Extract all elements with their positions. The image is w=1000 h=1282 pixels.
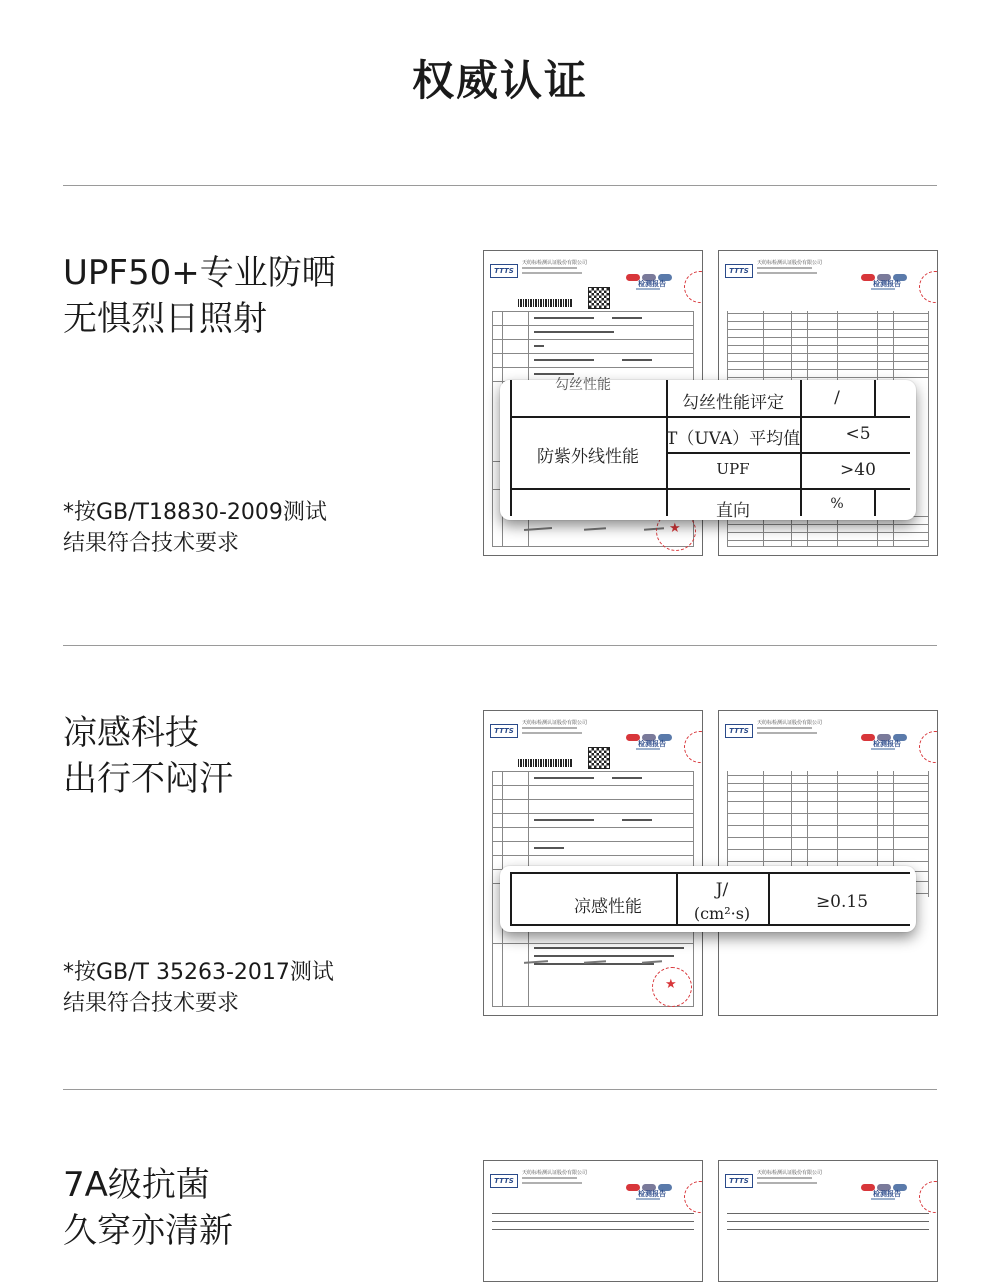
cell-label: 凉感性能 — [574, 897, 642, 917]
test-report-image — [483, 1160, 703, 1282]
report-title: 检测报告 — [638, 280, 666, 288]
ttts-logo: TTTS — [725, 724, 753, 738]
cell-item: UPF — [716, 460, 750, 478]
section-note-cooling — [63, 957, 334, 1019]
upf-callout-table — [500, 377, 916, 521]
red-seal-icon — [652, 967, 692, 1007]
note-line: 结果符合技术要求 — [63, 531, 240, 556]
heading-line: UPF50+专业防晒 — [63, 253, 336, 293]
page-title: 权威认证 — [411, 56, 588, 105]
cell-item: 直向 — [716, 501, 750, 521]
cell-value: ≥0.15 — [815, 892, 869, 912]
ttts-logo: TTTS — [490, 724, 518, 738]
cell-item: 勾丝性能评定 — [682, 393, 784, 413]
cell-value: <5 — [845, 424, 871, 444]
heading-line: 7A级抗菌 — [63, 1165, 210, 1205]
divider — [63, 1089, 937, 1090]
heading-line: 无惧烈日照射 — [63, 299, 267, 339]
report-title: 检测报告 — [873, 280, 901, 288]
qr-code-icon — [588, 287, 610, 309]
report-company: 天纺标检测认证股份有限公司 — [522, 260, 588, 266]
section-heading-antibacterial — [63, 1162, 233, 1254]
test-report-image — [483, 710, 703, 1016]
report-company: 天纺标检测认证股份有限公司 — [757, 1170, 823, 1176]
report-title: 检测报告 — [873, 740, 901, 748]
barcode-icon — [518, 759, 572, 767]
cell-value: / — [834, 388, 840, 408]
test-report-image — [718, 710, 938, 1016]
note-line: 结果符合技术要求 — [63, 991, 240, 1016]
heading-line: 出行不闷汗 — [63, 759, 233, 799]
cell-value: % — [830, 496, 844, 512]
report-company: 天纺标检测认证股份有限公司 — [757, 720, 823, 726]
report-title: 检测报告 — [638, 1190, 666, 1198]
report-company: 天纺标检测认证股份有限公司 — [757, 260, 823, 266]
report-title: 检测报告 — [873, 1190, 901, 1198]
report-company: 天纺标检测认证股份有限公司 — [522, 1170, 588, 1176]
cell-unit: J/ — [715, 880, 729, 900]
ttts-logo: TTTS — [725, 264, 753, 278]
divider — [63, 645, 937, 646]
cell-unit: (cm²·s) — [693, 904, 751, 923]
cell-label: 防紫外线性能 — [537, 447, 639, 467]
report-company: 天纺标检测认证股份有限公司 — [522, 720, 588, 726]
cell-value: >40 — [840, 460, 876, 480]
ttts-logo: TTTS — [490, 1174, 518, 1188]
divider — [63, 185, 937, 186]
section-heading-upf — [63, 250, 336, 342]
report-title: 检测报告 — [638, 740, 666, 748]
section-heading-cooling — [63, 710, 233, 802]
section-note-upf — [63, 497, 327, 559]
cooling-callout-table — [500, 866, 916, 932]
test-report-image — [718, 1160, 938, 1282]
barcode-icon — [518, 299, 572, 307]
qr-code-icon — [588, 747, 610, 769]
ttts-logo: TTTS — [725, 1174, 753, 1188]
ttts-logo: TTTS — [490, 264, 518, 278]
cell-item: T（UVA）平均值 — [666, 429, 801, 449]
note-line: *按GB/T18830-2009测试 — [63, 500, 327, 525]
note-line: *按GB/T 35263-2017测试 — [63, 960, 334, 985]
partial-label: 勾丝性能 — [555, 377, 611, 393]
heading-line: 凉感科技 — [63, 713, 199, 753]
heading-line: 久穿亦清新 — [63, 1211, 233, 1251]
